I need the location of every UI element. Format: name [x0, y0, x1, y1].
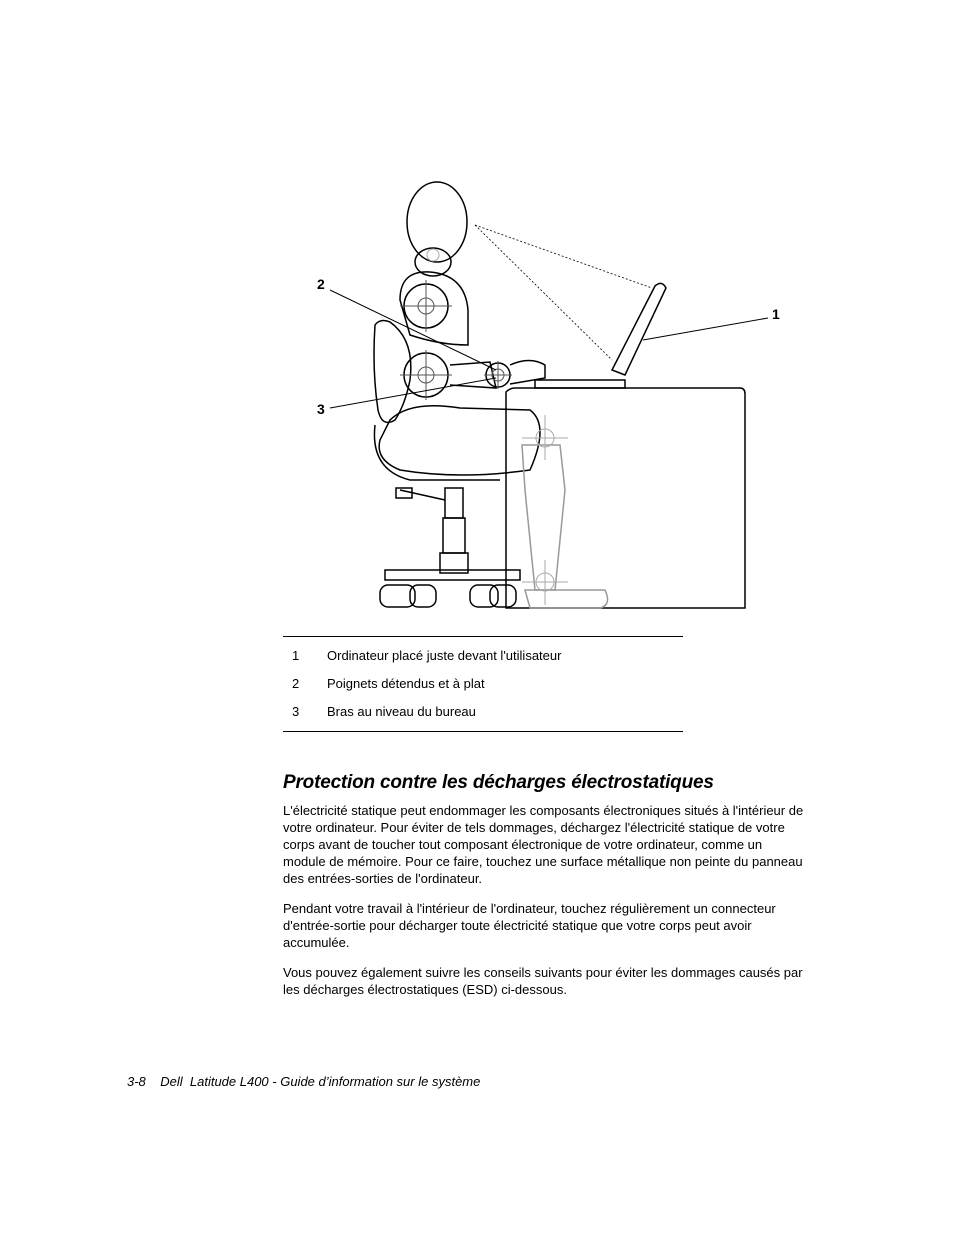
legend-row	[283, 669, 683, 697]
document-title: Dell Latitude L400 - Guide d’information sur le système	[160, 1074, 481, 1089]
page-footer	[127, 1074, 480, 1089]
page-number: 3-8	[127, 1074, 146, 1089]
posture-drawing	[300, 170, 800, 620]
legend-row	[283, 697, 683, 725]
legend-text: Bras au niveau du bureau	[327, 703, 476, 719]
paragraph-3: Vous pouvez également suivre les conseils suivants pour éviter les dommages causés par les décharges électrostatiques (ESD) ci-dessous.	[283, 965, 803, 997]
legend-row	[283, 641, 683, 669]
legend-number: 3	[292, 703, 300, 719]
legend-text: Ordinateur placé juste devant l'utilisateur	[327, 647, 562, 663]
callout-legend-table	[283, 636, 683, 732]
paragraph-2: Pendant votre travail à l'intérieur de l'ordinateur, touchez régulièrement un connecteur d'entrée-sortie pour décharger toute électricité statique que votre corps peut avoir accumulée.	[283, 901, 776, 950]
legend-number: 2	[292, 675, 300, 691]
callout-1: 1	[772, 306, 780, 322]
paragraph-1: L'électricité statique peut endommager les composants électroniques situés à l'intérieur de votre ordinateur. Pour éviter de tels dommages, déchargez l'électricité statique de votre corps avant de toucher tout composant électronique de votre ordinateur, comme un module de mémoire. Pour ce faire, touchez une surface métallique non peinte du panneau des entrées-sorties de l'ordinateur.	[283, 803, 804, 886]
callout-3: 3	[317, 401, 325, 417]
legend-number: 1	[292, 647, 300, 663]
legend-text: Poignets détendus et à plat	[327, 675, 485, 691]
callout-2: 2	[317, 276, 325, 292]
ergonomic-posture-illustration	[300, 170, 800, 620]
section-heading: Protection contre les décharges électrostatiques	[283, 772, 714, 793]
